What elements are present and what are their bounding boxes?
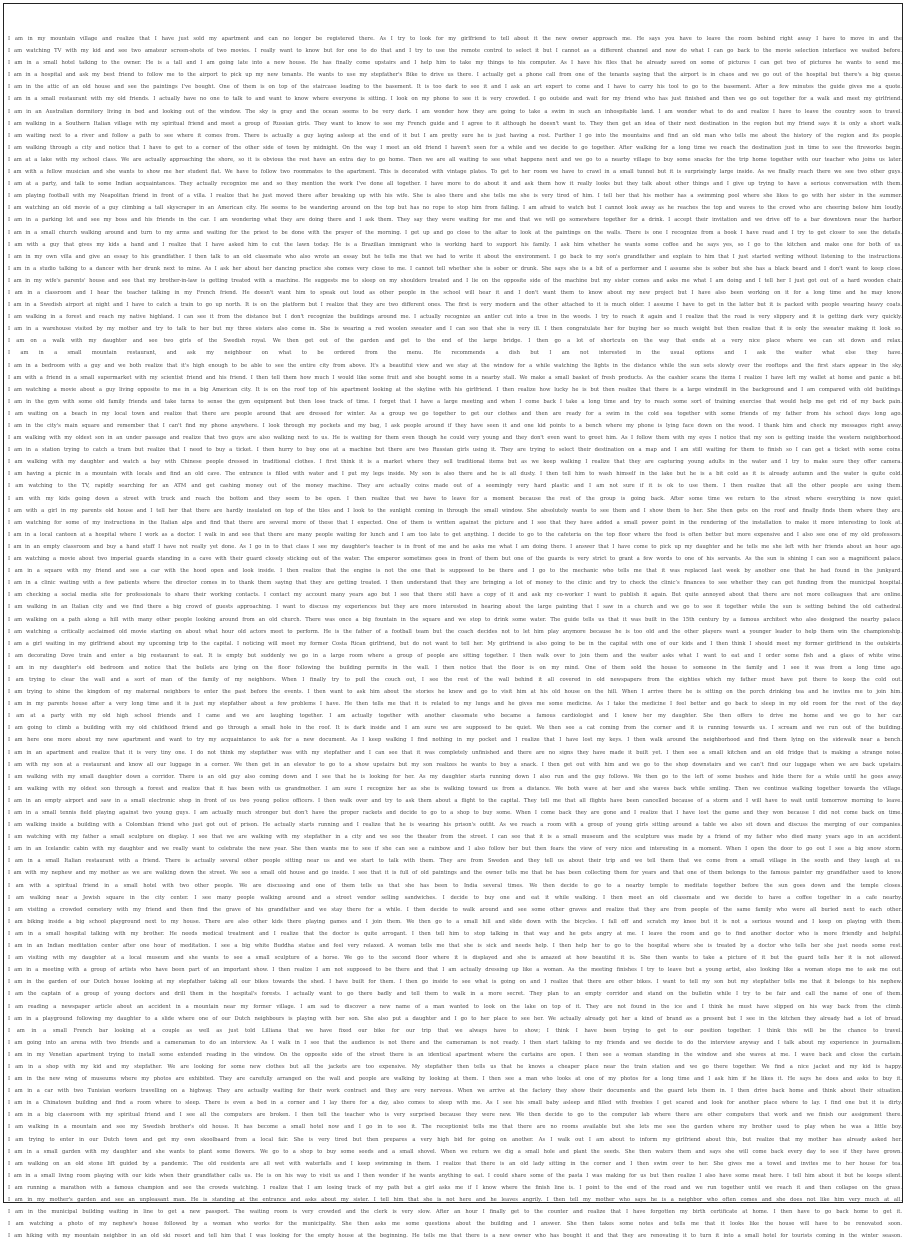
text-line: I am walking with my daughter and watch a bay with Chinese people dressed in traditional clothes. I first think it is a market where they sell traditional items but as we keep walking I realize that they are capturing young adults in the water and I try to make sure they offer camera. bbox=[8, 459, 902, 466]
text-line: I am walking with my small daughter down a corridor. There is an old guy also coming down and I see that he is looking for her. As my daughter starts running down I also run and the guy follows. We then go to the left of some bushes and hide there for a while until he goes away. bbox=[8, 773, 902, 780]
text-line: I am with a girl in my parents old house and I tell her that there are hardly insulated on top of the tiles and I look to the sunlight coming in through the small window. She absolutely wants to see them and I show them to her. She then gets on the roof and finally finds them where they are. bbox=[8, 507, 902, 514]
text-line: I am going to climb a building with my old childhood friend and go through a small hole in the roof. It is dark inside and I am sure we are supposed to be quiet. We then see a cat coming from the corner and it is running towards us. I scream and we run out of the building. bbox=[8, 725, 902, 732]
text-line: I am watching with my father a small sculpture on display. I see that we are walking with my stepfather in a city and we see the theater from the street. I can see that it is a small museum and the sculpture was made by a friend of my father who died many years ago in an accident. bbox=[8, 834, 902, 841]
text-line: I am watching a movie about two imperial guards standing in a cave with their guard closely sticking out of the water. The emperor sometimes goes in front of them but one of the guards is very strict to grant a few words to one of his servants. As the sun is shining I can see a magnificent palace. bbox=[8, 556, 902, 563]
text-line: I am in a hospital and ask my best friend to follow me to the airport to pick up my new tenants. He wants to use my stepfather's Bike to drive us there. I actually get a phone call from one of the tenants saying that the airport is in chaos and we go out of the hospital but there's a big queue. bbox=[8, 72, 902, 79]
text-line: I am in a Chinatown building and find a room where to sleep. There is even a bed in a corner and I lay there for a day, also comes to sleep with me. As I see his small baby asleep and filled with freebies I get scared and look for another place where to lay. I find one but it is dirty. bbox=[8, 1100, 902, 1107]
text-line: I am in a small hotel talking to the owner. He is a tall and I am going late into a new house. He has finally come upstairs and I help him to take my things to his computer. As I have his files that he already saved on some of pictures I can get two of pictures he wants to send me. bbox=[8, 60, 902, 67]
text-line: I am hiking with my mountain neighbor in an old ski resort and tell him that I was looking for the empty house at the beginning. He tells me that there is a new owner who has bought it and that they are renovating it to turn it into a small hotel for tourists coming in the winter season. bbox=[8, 1233, 902, 1240]
text-line: I am in a classroom and I hear the teacher talking in my French friend. He doesn't want him to speak out loud as other people in the school will hear it and I don't want them to know about my new project but I have also been working on it for a long time and he may know. bbox=[8, 289, 902, 296]
text-line: I am in an empty classroom and buy a hand stuff I have not really yet done. As I go in to that class I see my daughter's teacher is in front of me and he asks me what I am doing there. I answer that I have come to pick up my daughter and he tells me she left with her friends about an hour ago. bbox=[8, 543, 902, 550]
text-line: I am checking a social media site for professionals to share their working contacts. I contact my account many years ago but I see that there still have a copy of it and ask my co-worker I want to publish it again. But quite annoyed about that there are not more colleagues that are online. bbox=[8, 592, 902, 599]
text-line: I am in a big classroom with my spiritual friend and I see all the computers are broken. I then tell the teacher who is very surprised because they were new. We then decide to go to the computer lab where there are other computers that work and we finish our assignment there. bbox=[8, 1112, 902, 1119]
text-line: I am waiting on a beach in my local town and realize that there are people around that are dressed for winter. As a group we go together to get our clothes and then are ready for a swim in the cold sea together with some friends of my father from his school days long ago. bbox=[8, 410, 902, 417]
text-line: I am with a spiritual friend in a small hotel with two other people. We are discussing and one of them tells us that she has been to India several times. We then decide to go to a nearby temple to meditate together before the sun goes down and the temple closes. bbox=[8, 882, 902, 889]
text-line: I am biking inside a big school playground next to my house. There are also other kids there playing games and I join them. We then go to a small hill and slide down with the bicycles. I fall off and scratch my knee but it is not a serious wound and I keep on playing with them. bbox=[8, 918, 902, 925]
text-line: I am in my own villa and give an essay to his grandfather. I then talk to an old classmate who also wrote an essay but he tells me that we had to write it about the environment. I go back to my son's grandfather and explain to him that I just started writing without listening to the instructions. bbox=[8, 253, 902, 260]
text-line: I am playing football with my Neapolitan friend in front of a villa. I realize that he just moved there after breaking up with his wife. She is also there and she tells me she is very tired of him. I tell her that his mother has a swimming pool where she likes to go with her sister in the summer. bbox=[8, 193, 902, 200]
text-line: I am visiting a crowded cemetery with my friend and then find the grave of his grandfather and we stay there for a while. I then decide to walk around and see some other graves and realize that they are from people of the same family who were all buried next to each other. bbox=[8, 906, 902, 913]
text-line: I am in the city's main square and remember that I can't find my phone anywhere. I look through my pockets and my bag, I ask people around if they have seen it and one kid points to a bench where my phone is lying face down on the wood. I thank him and check my messages right away. bbox=[8, 423, 902, 429]
text-line: I am in my Venetian apartment trying to install some extended reading in the window. On the opposite side of the street there is an identical apartment where the curtains are open. I then see a woman standing in the window and she waves at me. I wave back and close the curtain. bbox=[8, 1051, 902, 1058]
text-line: I am in a clinic waiting with a few patients where the director comes in to thank them saying that they are getting treated. I then understand that they are bringing a lot of money to the clinic and try to check the clinic’s finances to see whether they can get funding from the municipal hospital. bbox=[8, 580, 902, 587]
text-line: I am in the municipal building waiting in line to get a new passport. The waiting room is very crowded and the clerk is very slow. After an hour I finally get to the counter and realize that I have forgotten my birth certificate at home. I then have to go back home to get it. bbox=[8, 1209, 902, 1216]
text-line: I am in an empty airport and saw in a small electronic shop in front of us two young police officers. I then walk over and try to ask them about a flight to the capital. They tell me that all flights have been cancelled because of a storm and I will have to wait until tomorrow morning to leave. bbox=[8, 797, 902, 804]
text-line: I am in a small tennis field playing against two young guys. I am actually much stronger but don’t have the proper rackets and decide to go to a shop to buy some. When I come back they are gone and I realize that I have lost the game and they won because I did not come back on time. bbox=[8, 810, 902, 816]
text-line: I am in a small church walking around and turn to my arms and waiting for the priest to be done with the prayer of the morning. I get up and go close to the altar to look at the paintings on the walls. There is one I recognize from a book I have read and I try to get closer to see the details. bbox=[8, 229, 902, 236]
text-line: I am in my mountain village and realize that I have just sold my apartment and can no longer be registered there. As I try to look for my girlfriend to tell about it the new owner approach me. He says you have to leave the room behind right away I have to move in and the bbox=[8, 36, 902, 42]
text-line: I am in a warehouse visited by my mother and try to talk to her but my three sisters also come in. She is wearing a red woolen sweater and I can see that she is very ill. I then congratulate her for buying her so much weight but then realize that it is only the sweater making it look so. bbox=[8, 326, 902, 333]
text-line: I am in a bedroom with a guy and we both realize that it's high enough to be able to see the entire city from above. It's a beautiful view and we stay at the window for a while watching the lights in the distance while the sun sets slowly over the rooftops and the first stars appear in the sky. bbox=[8, 362, 902, 369]
text-line: I am watching to the TV, rapidly searching for an ATM and get cashing money out of the money machine. They are actually coins made out of a seemingly very hard plastic and I am not sure if it is ok to use them. I then realize that all the other people are using them. bbox=[8, 483, 902, 490]
text-line: I am watching a photo of my nephew's house followed by a woman who works for the municipality. She then asks me some questions about the building and I answer. She then takes some notes and tells me that it looks like the house will have to be renovated soon. bbox=[8, 1221, 902, 1228]
text-line: I am in the garden of our Dutch house looking at my stepfather taking all our bikes towards the shed. I have built for them. I then go inside to see what is going on and I realize that there are other bikes. I want to tell my son but my stepfather tells me that it belongs to his nephew. bbox=[8, 979, 902, 986]
text-line: I am in a small Italian restaurant with a friend. There is actually several other people sitting near us and we start to talk with them. They are from Sweden and they tell us about their trip and we tell them that we come from a small village in the south and they laugh at us. bbox=[8, 858, 902, 865]
text-line: I am in a small mountain restaurant, and ask my neighbour on what to be ordered from the menu. He recommends a dish but I am not interested in the usual options and I ask the waiter what else they have. bbox=[8, 350, 902, 357]
text-line: I am running a marathon with a famous champion and see the crowds watching. I realize that I am losing track of my path but a girl asks me if I know where the finish line is. I point to the end of the road and we run together until we reach it and then collapse on the grass. bbox=[8, 1184, 902, 1191]
text-line: I am watching TV with my kid and see two amateur screen-shots of two movies. I really want to know but for one to do that and I try to use the remote control to select it but I cannot as a different channel and now do what I can go back to the movie selection interface we waited before. bbox=[8, 48, 902, 55]
text-line: I am in an Australian dormitory living in bed and looking out of the window. The sky is gray and the ocean seems to be very dark. I am wonder how they are going to take a swim in such an inhospitable land. I am wonder what to do and realize I have to leave the country soon to travel. bbox=[8, 108, 902, 115]
text-line: I am in my wife's parents' house and see that my brother-in-law is getting treated with a machine. He suggests me to sleep on my shoulders treated and I lie on the opposite side of the machine but my sister comes and asks me what I am doing and I tell her I just got out of a hard wooden chair. bbox=[8, 277, 902, 284]
text-line: I am with my kids going down a street with truck and reach the bottom and they seem to be open. I then realize that we have to leave for a moment because the rest of the group is going back. After some time we return to the street where everything is now quiet. bbox=[8, 495, 902, 502]
text-line: I am on a walk with my daughter and see two girls of the Swedish royal. We then get out of the garden and get to the end of the large bridge. I then go a lot of shortcuts on the way that ends at a very nice place where we can sit down and relax. bbox=[8, 338, 902, 345]
text-line: I am reading a newspaper article about an accident in a mountain near my former village. I am sad to discover a new name of a man wanted to look on the lake on top of it. They are not found in the ice and I think he must have slipped on his way back from the climb. bbox=[8, 1003, 902, 1010]
text-line: I am in a car with two Tunisian workers travelling on a highway. They are actually waiting for their work contract and they are very nervous. When we arrive at the factory they show their documents and the guard lets them in. I then drive back home and think about their situation. bbox=[8, 1088, 902, 1095]
text-line: I am going into an arena with two friends and a cameraman to do an interview. As I walk in I see that the audience is not there and the cameraman is not ready. I then start talking to my friends and we decide to do the interview anyway and I talk about my experience in journalism. bbox=[8, 1039, 902, 1046]
text-line: I am walking near a Jewish square in the city center. I see many people walking around and a street vendor selling sandwiches. I decide to buy one and eat it while walking. I then meet an old classmate and we decide to have a coffee together in a cafe nearby. bbox=[8, 894, 902, 901]
text-line: I am in a small living room playing with our kids when their grandfather calls us. He is on his way to visit us and I then wonder if he wants anything to eat. I could share some of the pasta I was making for us but then realize I also have some meat here. I tell him about it but he keeps silent. bbox=[8, 1172, 902, 1179]
text-line: I am in my mother's garden and see an unpleasant man. He is standing at the entrance and asks about my sister. I tell him that she is not here and he leaves angrily. I then tell my mother who says he is a neighbor who often comes and she does not like him very much at all. bbox=[8, 1197, 902, 1203]
text-line: I am in my daughter's old bedroom and notice that the bullets are lying on the floor following the building permits in the wall. I then notice that the floor is on my mind. One of them sold the house to someone in the family and I see it was from a long time ago. bbox=[8, 664, 902, 671]
text-line: I am having a picnic in a mountain with locals and find an old cave. The entrance is filled with water and I put my legs inside. My son is also there and he is all dusty. I then tell him to wash himself in the lake but he is a bit cold as it is already autumn and the water is quite cold. bbox=[8, 471, 902, 478]
text-line: I am with a guy that gives my kids a hand and I realize that I have asked him to cut the lawn today. He is a Brazilian immigrant who is working hard to support his family. I ask him whether he wants some coffee and he says yes, so I go to the kitchen and make one for both of us. bbox=[8, 241, 902, 248]
text-line: I am trying to enter in our Dutch town and get my own skoolbaard from a local fair. She is very tired but then prepares a very high bid for going on another. As I walk out I am about to inform my girlfriend about this, but realize that my mother has already asked her. bbox=[8, 1136, 902, 1143]
text-line: I am trying to clear the wall and a sort of man of the family of my neighbors. When I finally try to pull the couch out, I see the rest of the wall behind it all covered in old newspapers from the eighties which my father must have put there to keep the cold out. bbox=[8, 676, 902, 683]
text-line: I am in a small restaurant with my old friends. I actually have no one to talk to and want to know where everyone is sitting. I look on my phone to see it is very crowded. I go outside and wait for my friend who has just finished and then we go out together for a walk and meet my girlfriend. bbox=[8, 96, 902, 103]
document-page bbox=[3, 3, 903, 1240]
text-line: I am the captain of a group of young doctors and drill them in the hospital's forests. I actually want to go there badly and tell them to walk in a more secret. They plan to an empty corridor and stand on the bulletin while I try to be fair and call the name of one of them. bbox=[8, 991, 902, 998]
text-line: I am with my son at a restaurant and know all our luggage in a corner. We then get in an elevator to go to a show upstairs but my son realizes he wants to buy a snack. I then get out with him and we go to the shop downstairs and we can’t find our luggage when we are back upstairs. bbox=[8, 761, 902, 768]
text-line: I am walking in a forest and reach my native highland. I can see it from the distance but I don't recognize the buildings around me. I actually recognize an antler cut into a tree in the woods. I try to reach it again and I realize that the road is very slippery and it is getting dark very quickly. bbox=[8, 314, 902, 321]
text-line: I am watching a critically acclaimed old movie starting on about what hour old actors meet to perform. He is the father of a football team but the coach decides not to let him play anymore because he is too old and the other players want a younger leader to help them win the championship. bbox=[8, 628, 902, 635]
text-line: I am walking with my oldest son through a forest and realize that it has been with us grandmother. I am sure I recognize her as she is walking toward us from a distance. We both wave at her and she waves back while smiling. Then we continue walking together towards the village. bbox=[8, 785, 902, 792]
text-line: I am with a friend in a small supermarket with my scientist friend and his friend. I then tell them how much I would like some fruit and she bought some in a nearby stall. We make a small basket of fresh products. As the cashier scans the items I realize I have left my wallet at home and panic a bit. bbox=[8, 374, 902, 381]
text-line: I am at a party with my old high school friends and I came and we are laughing together. I am actually together with another classmate who became a famous cardiologist and I knew her my daughter. She then offers to drive me home and we go to her car. bbox=[8, 713, 902, 720]
text-line: I am at a party, and talk to some Indian acquaintances. They actually recognize me and so they mention the work I've done all together. I have more to do about it and ask them how it really looks but they talk about other things and I give up trying to have a serious conversation with them. bbox=[8, 181, 902, 188]
text-line: I am waiting next to a river and follow a path to see where it comes from. There is actually a guy laying asleep at the end of it but I am pretty sure he is just having a rest. Further I go into the mountains and find an old man who tells me about the history of the region and its people. bbox=[8, 132, 902, 139]
text-line: I am in the gym with some old family friends and take turns to sense the gym equipment but then lose track of time. I forget that I have a large meeting and when I come back I take a long time and try to reach some sort of training exercise that would help me get rid of my back pain. bbox=[8, 398, 902, 405]
text-line: I am in a square with my friend and see a car with the hood open and look inside. I then realize that the engine is not the one that is supposed to be there and I go to the mechanic who tells me that it was replaced last week by another one that he had found in the junkyard. bbox=[8, 568, 902, 575]
text-line: I am decorating Dove train and enter a big restaurant to eat. It is empty but suddenly we go in a large room where a group of people are sitting together. I then walk over to join them and the waiter asks what I want to eat and I order some fish and a glass of white wine. bbox=[8, 652, 902, 659]
text-line: I am walking with my oldest son in an under passage and realize that two guys are also walking next to us. He is waiting for them even though he could very young and they don't even want to greet him. As I follow them with my eyes I notice that my son is getting inside the western neighborhood. bbox=[8, 435, 902, 442]
text-line: I am walking in an Italian city and we find there a big crowd of guests approaching. I want to discuss my experiences but they are more interested in hearing about the large painting that I saw in a church and we go to see it together while the sun is setting behind the old cathedral. bbox=[8, 604, 902, 611]
text-line: I am with a fellow musician and she wants to show me her student flat. We have to follow two roommates to the apartment. This is decorated with vintage plates. To get to her room we have to crawl in a small tunnel but it is surprisingly large inside. As we finally reach there we see two other guys. bbox=[8, 169, 902, 176]
text-line: I am in a small hospital talking with my brother. He needs medical treatment and I realize that the doctor is quite arrogant. I then tell him to stop talking in that way and he gets angry at me. I leave the room and go to find another doctor who is more friendly and helpful. bbox=[8, 930, 902, 937]
text-line: I am with my nephew and my mother as we are walking down the street. We see a small old house and go inside. I see that it is full of old paintings and the owner tells me that he has been collecting them for years and that one of them belongs to the famous painter my grandfather used to know. bbox=[8, 870, 902, 877]
text-line: I am walking on an old stone lift guided by a pandemic. The old residents are all wet with waterfalls and I keep swimming in them. I realize that there is an old lady sitting in the corner and I then swim over to her. She gives me a towel and invites me to her house for tea. bbox=[8, 1160, 902, 1167]
text-line: I am in a small garden with my daughter and she wants to plant some flowers. We go to a shop to buy some seeds and a small shovel. When we return we dig a small hole and plant the seeds. She then waters them and says she will come back every day to see if they have grown. bbox=[8, 1148, 902, 1155]
text-line: I am watching an old movie of a guy climbing a tall skyscraper in an American city. He seems to be wandering around on the top but has no rope to stop him from falling. I am afraid to watch but I cannot look away as he reaches the top and waves to the crowd who are cheering below him loudly. bbox=[8, 205, 902, 212]
text-line: I am a girl waiting in my girlfriend about my upcoming trip to the capital. I noticing will meet my former Costa Rican girlfriend, but do not want to tell her. My girlfriend is also going to be in the capital with one of our kids and I then think I should meet my former girlfriend in the outskirts. bbox=[8, 640, 902, 647]
text-line: I am in a meeting with a group of artists who have been part of an important show. I then realize I am not supposed to be there and that I am actually dressing up like a woman. As the meeting finishes I try to leave but a young artist, also looking like a woman stops me to ask me out. bbox=[8, 967, 902, 974]
text-line: I am walking on a path along a hill with many other people looking around from an old church. There was once a big fountain in the square and we stop to drink some water. The guide tells us that it was built in the 15th century by a famous architect who also designed the nearby palace. bbox=[8, 616, 902, 623]
text-line: I am in an apartment and realize that it is very tiny one. I do not think my stepfather was with my stepfather and I can see that it was completely unfinished and there are no signs they have made it built yet. I then see a small kitchen and an old fridge that is making a strange noise. bbox=[8, 749, 902, 756]
text-line: I am walking in a mountain and see my Swedish brother's old house. It has become a small hotel now and I go in to see it. The receptionist tells me that there are no rooms available but she lets me see the garden where my brother used to play when he was a little boy. bbox=[8, 1124, 902, 1131]
text-body bbox=[8, 33, 902, 1242]
text-line: I am in an Indian meditation center after one hour of meditation. I see a big white Buddha statue and feel very relaxed. A woman tells me that she is sick and needs help. I then help her to go to the hospital where she is treated by a doctor who tells her she just needs some rest. bbox=[8, 943, 902, 950]
text-line: I am in a small French bar looking at a couple as well as just told Lilliana that we have fixed our bike for our trip that we always have to show; I think I have been trying to get to our position together. I think this will be the chance to travel. bbox=[8, 1027, 902, 1034]
text-line: I am walking in a Southern Italian village with my spiritual friend and meet a group of Russian girls. They want to know to see my French guide and I agree to it although he doesn't want to. They then get an idea of their next destination in the region but my friend says it is only a short walk. bbox=[8, 120, 902, 127]
text-line: I am walking through a city and notice that I have to get to a corner of the other side of town by midnight. On the way I meet an old friend I haven't seen for a while and we decide to go together. After walking for a long time we reach the destination just in time to see the fireworks begin. bbox=[8, 144, 902, 151]
text-line: I am visiting with my daughter at a local museum and she wants to see a small sculpture of a horse. We go to the second floor where it is displayed and she is amazed at how beautiful it is. She then wants to take a picture of it but the guard tells her it is not allowed. bbox=[8, 955, 902, 962]
text-line: I am in the new wing of museums where my photos are exhibited. They are carefully arranged on the wall and people are walking by looking at them. I then see a man who looks at one of my photos for a long time and I ask him if he likes it. He says he does and asks to buy it. bbox=[8, 1076, 902, 1083]
text-line: I am in a Swedish airport at night and I have to catch a train to go up north. It is on the platform but I realize that they are two different ones. The first is very modern and the other attached to it is much older. I assume I have to get in the latter but it is packed with people wearing heavy coats. bbox=[8, 302, 902, 309]
text-line: I am at a lake with my school class. We are actually approaching the shore, so it is obvious the rest have an extra day to go home. Then we are all waiting to see what happens next and we go to a nearby village to buy some snacks for the trip home together with our teacher who joins us later. bbox=[8, 156, 902, 163]
text-line: I am in a local canteen at a hospital where I work as a doctor. I walk in and see that there are many people waiting for lunch and I am too late to get anything. I decide to go to the cafeteria on the top floor where the food is often better but more expensive and I also see one of my old professors. bbox=[8, 531, 902, 538]
text-line: I am in an Icelandic cabin with my daughter and we really want to celebrate the new year. She then wants me to see if she can see a rainbow and I also follow her but then fears the view of very nice and interesting in a moment. When I open the door to go out I see a big snow storm. bbox=[8, 846, 902, 853]
text-line: I am here one more about my new apartment and want to try my acquaintance to ask for a new document. As I keep walking I find nothing in my pocket and I realize that I have lost my keys. I then walk around the neighborhood and find them lying on the sidewalk near a bench. bbox=[8, 737, 902, 744]
text-line: I am in a studio talking to a dancer with her drunk next to mine. As I ask her about her dancing practice she comes very close to me. I cannot tell whether she is sober or drunk. She says she is a bit of a performer and I assume she is sober but she has a black beard and I don't want to keep close. bbox=[8, 265, 902, 272]
text-line: I am in my parents house after a very long time and it is just my stepfather about a few problems I have. He then tells me that it is related to my lungs and he gives me some medicine. As I take the medicine I feel better and go back to sleep in my old room for the rest of the day. bbox=[8, 701, 902, 708]
text-line: I am walking inside a building with a Colombian friend who just got out of prison. He actually starts running and I realize that he is wearing his prison's outfit. As we reach a room with a group of young girls sitting around a table we also sit down and discuss the merging of our companies. bbox=[8, 822, 902, 829]
text-line: I am in the attic of an old house and see the paintings I've bought. One of them is on top of the staircase leading to the basement. It is too dark to see it and I ask an art expert to come and I have to carry his tool to go to the basement. After a few minutes the guide gives me a quote. bbox=[8, 84, 902, 91]
text-line: I am watching a movie about a guy living opposite to me in a big American city. It is on the roof top of his apartment looking at the skyline with his girlfriend. I then realize how lucky he is but then realize that there is a large windmill in the background and I am compared with old buildings. bbox=[8, 386, 902, 393]
text-line: I am in a playground following my daughter to a slide where one of our Dutch neighbours is playing with her son. She also put a daughter and I go to her place to see her. We actually already got her a kind of brand as a present but I see in the kitchen they already had a lot of bread. bbox=[8, 1015, 902, 1022]
text-line: I am watching for some of my instructions in the Italian alps and find that there are several more of these that I expected. One of them is written against the picture and I see that they have added a small power point in the rendering of the installation to make it more interesting to look at. bbox=[8, 519, 902, 526]
text-line: I am in a shop with my kid and my stepfather. We are looking for some new clothes but all the jackets are too expensive. My stepfather then tells us that he knows a cheaper place near the train station and we go there together. We find a nice jacket and my kid is happy. bbox=[8, 1063, 902, 1070]
text-line: I am in a parking lot and see my boss and his friends in the car. I am wondering what they are doing there and I ask them. They say they were waiting for me and that we will go somewhere together for a drink. I accept their invitation and we drive off to a bar downtown near the harbor. bbox=[8, 217, 902, 224]
text-line: I am in a station trying to catch a tram but realize that I need to buy a ticket. I then hurry to buy one at a machine but there are two Russian girls using it. They are trying to select their destination on a map and I am still waiting for them to finish so I can get a ticket with some coins. bbox=[8, 447, 902, 454]
text-line: I am trying to shine the kingdom of my maternal neighbors to enter the past before the events. I then want to ask him about the stories he knew and go to visit him at his old house on the hill. When I arrive there he is sitting on the porch drinking tea and he invites me to join him. bbox=[8, 689, 902, 696]
